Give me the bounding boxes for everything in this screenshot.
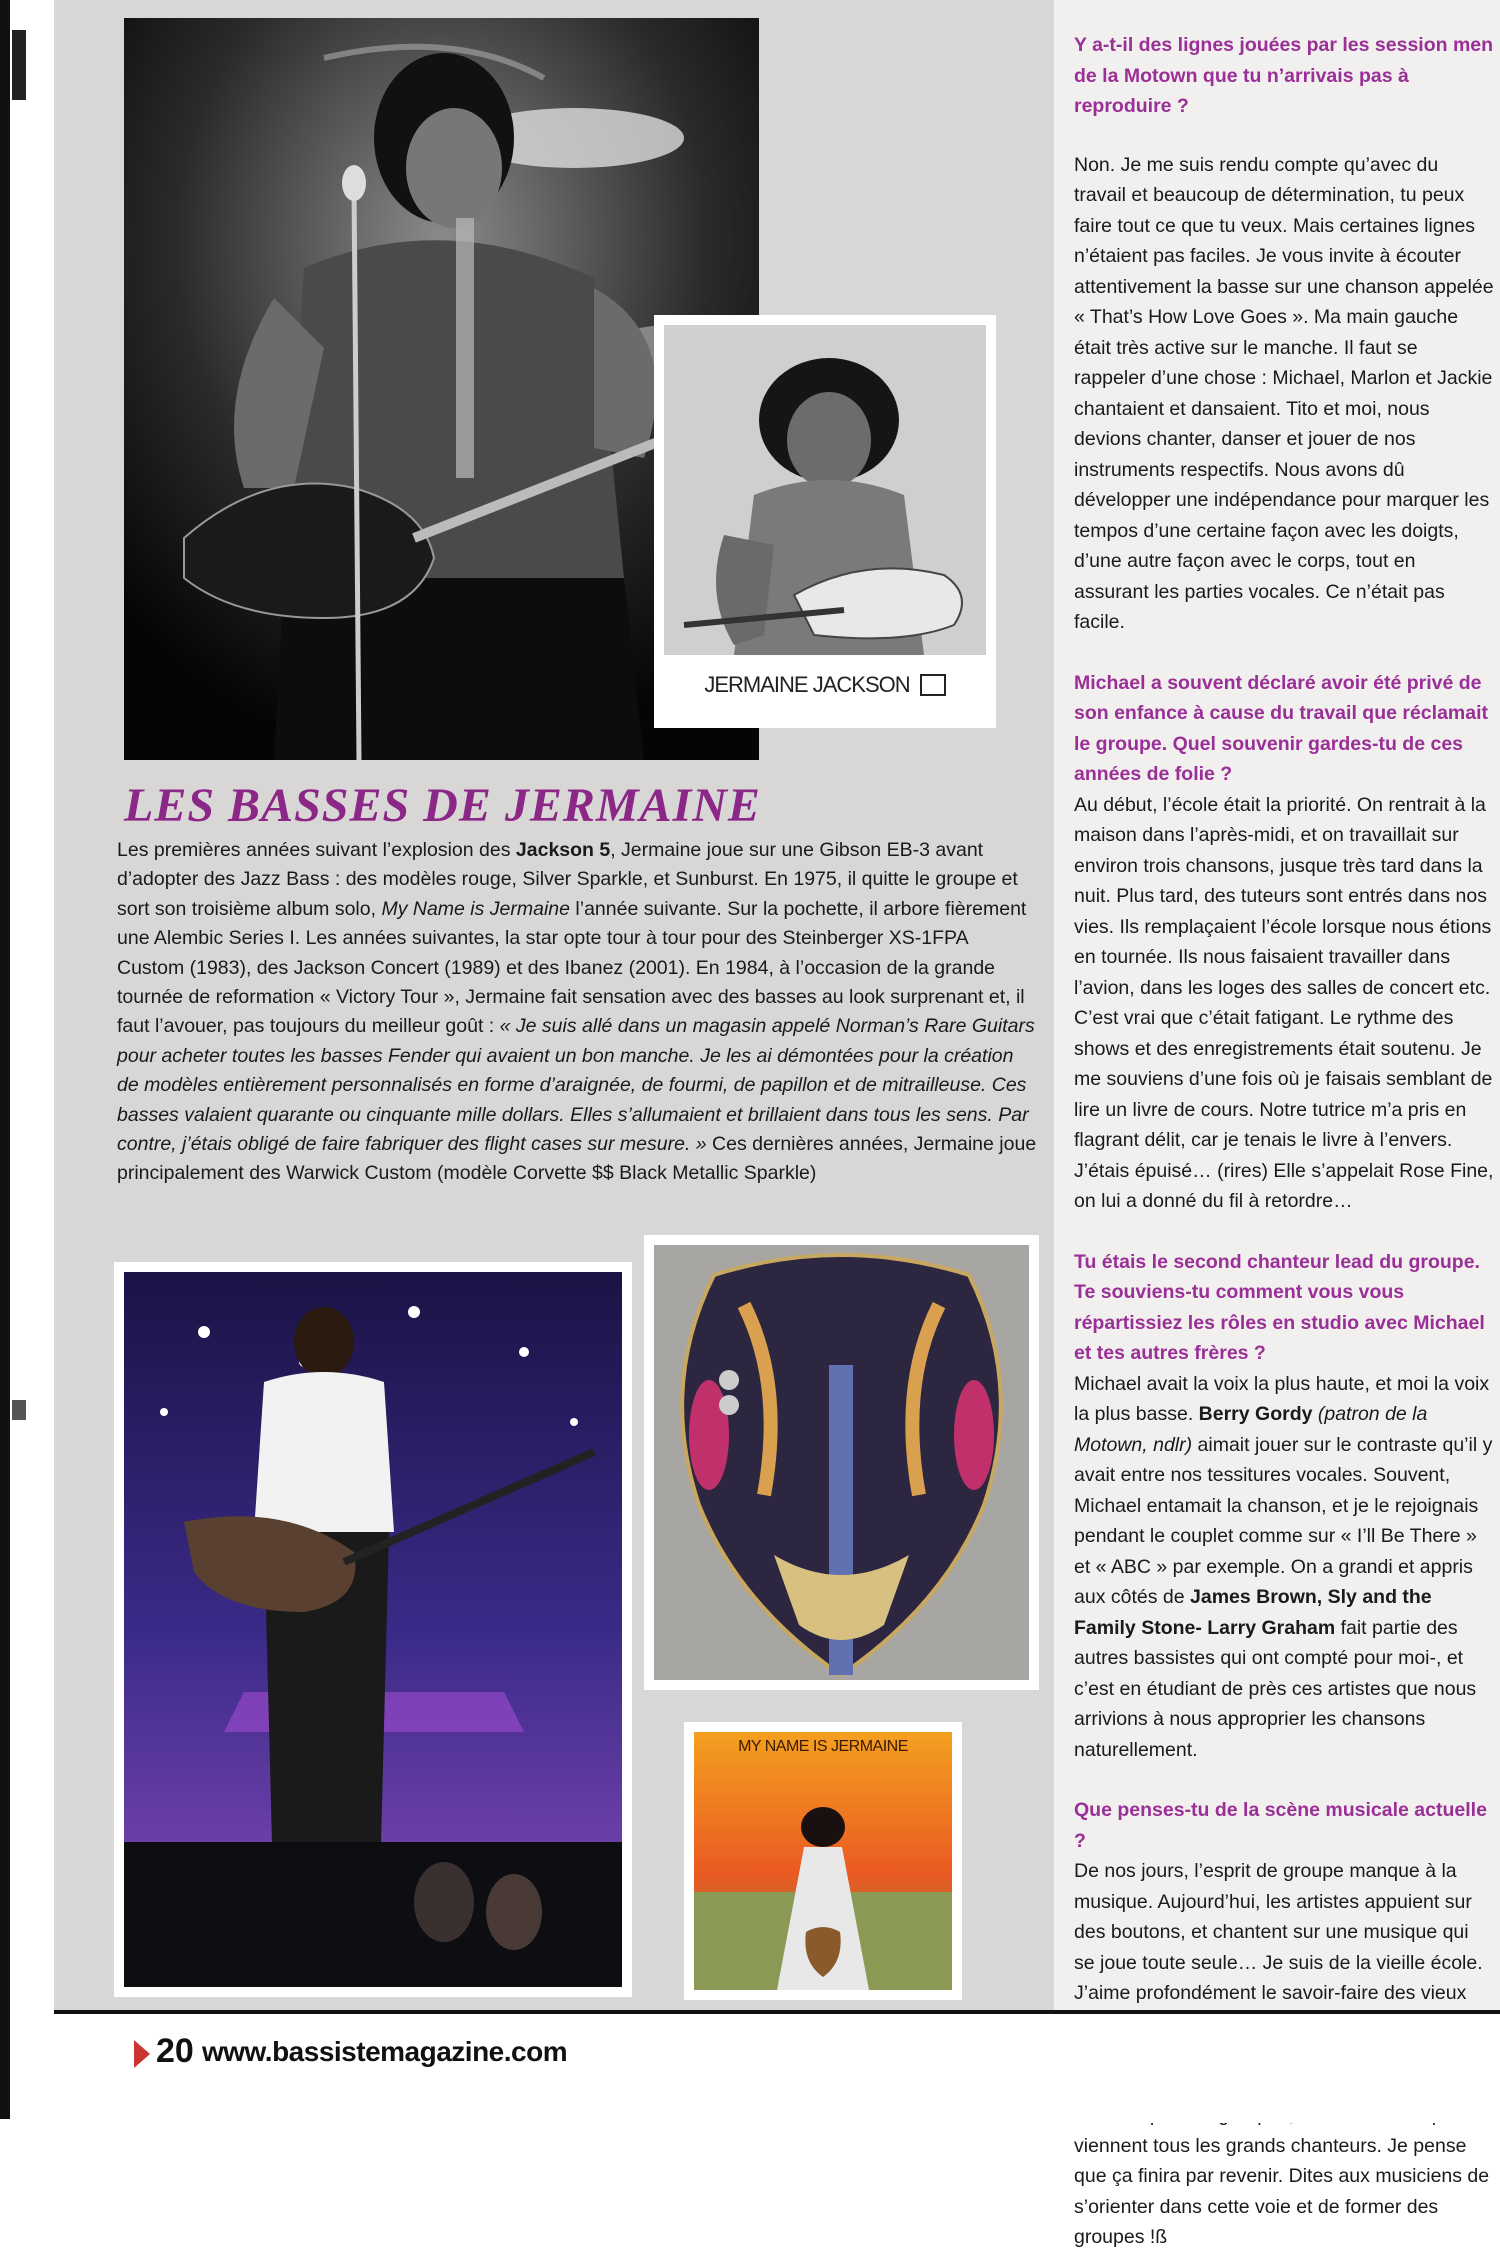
card-caption: JERMAINE JACKSON [704,672,910,697]
question-2: Michael a souvent déclaré avoir été privé de son enfance à cause du travail que réclamait le groupe. Quel souvenir gardes-tu de ces années de folie ? [1074,671,1489,785]
page-number: 20 [156,2032,194,2070]
promo-card-photo [654,315,996,728]
answer-1: Non. Je me suis rendu compte qu’avec du travail et beaucoup de détermination, tu peux faire tout ce que tu veux. Mais certaines lignes n’étaient pas faciles. Je vous invite à écouter attentivement la basse sur une chanson appelée « That’s How Love Goes ». Ma main gauche était très active sur le manche. Il faut se rappeler d’une chose : Michael, Marlon et Jackie chantaient et dansaient. Tito et moi, nous devions chanter, danser et jouer de nos instruments respectifs. Nous avons dû développer une indépendance pour marquer les tempos d’une certaine façon avec les doigts, d’une autre façon avec le corps, tout en assurant les parties vocales. Ce n’était pas facile. [1074,153,1494,633]
album-cover [684,1722,962,2000]
motown-logo-icon [920,674,946,696]
sidebar-panel [54,0,1054,2010]
album-title: MY NAME IS JERMAINE [738,1738,908,1755]
interview-column [1054,0,1500,2248]
question-3: Tu étais le second chanteur lead du groupe. Te souviens-tu comment vous vous répartissiez les rôles en studio avec Michael et tes autres frères ? [1074,1250,1485,1364]
sidebar-headline: LES BASSES DE JERMAINE [124,779,761,832]
custom-bass-photo [644,1235,1039,1690]
binding-edge [0,0,54,2119]
answer-2: Au début, l’école était la priorité. On rentrait à la maison dans l’après-midi, et on travaillait sur environ trois chansons, jusque très tard dans la nuit. Plus tard, des tuteurs sont entrés dans nos vies. Ils remplaçaient l’école lorsque nous étions en tournée. Ils nous faisaient travailler dans l’avion, dans les loges des salles de concert etc. C’est vrai que c’était fatigant. Le rythme des shows et des enregistrements était soutenu. Je me souviens d’une fois où je faisais semblant de lire un livre de cours. Notre tutrice m’a pris en flagrant délit, car je tenais le livre à l’envers. J’étais épuisé… (rires) Elle s’appelait Rose Fine, on lui a donné du fil à retordre… [1074,793,1494,1212]
answer-3: Michael avait la voix la plus haute, et moi la voix la plus basse. Berry Gordy (patron de la Motown, ndlr) aimait jouer sur le contraste qu’il y avait entre nos tessitures vocales. Souvent, Michael entamait la chanson, et je le rejoignais pendant le couplet comme sur « I’ll Be There » et « ABC » par exemple. On a grandi et appris aux côtés de James Brown, Sly and the Family Stone- Larry Graham fait partie des autres bassistes qui ont compté pour moi-, et c’est en étudiant de près ces artistes que nous arrivions à nous approprier les chansons naturellement. [1074,1372,1493,1761]
question-4: Que penses-tu de la scène musicale actuelle ? [1074,1799,1487,1852]
binding-mark [12,1400,26,1420]
live-concert-photo [114,1262,632,1997]
play-arrow-icon [134,2040,150,2068]
magazine-page [54,0,1500,2248]
question-1: Y a-t-il des lignes jouées par les session men de la Motown que tu n’arrivais pas à reproduire ? [1074,34,1494,117]
answer-4: De nos jours, l’esprit de groupe manque à la musique. Aujourd’hui, les artistes appuient sur des boutons, et chantent sur une musique qui se joue toute seule… Je suis de la vieille école. J’aime profondément le savoir-faire des vieux viennent tous les grands chanteurs. Je pense que ça finira par revenir. Dites aux musiciens de s’orienter dans cette voie et de former des groupes !ß [1074,1860,1490,2248]
binding-mark [12,30,26,100]
sidebar-body: Les premières années suivant l’explosion des Jackson 5, Jermaine joue sur une Gibson EB-3 avant d’adopter des Jazz Bass : des modèles rouge, Silver Sparkle, et Sunburst. En 1975, il quitte le groupe et sort son troisième album solo, My Name is Jermaine l’année suivante. Sur la pochette, il arbore fièrement une Alembic Series I. Les années suivantes, la star opte tour à tour pour des Steinberger XS-1FPA Custom (1983), des Jackson Concert (1989) et des Ibanez (2001). En 1984, à l’occasion de la grande tournée de reformation « Victory Tour », Jermaine fait sensation avec des basses au look surprenant et, il faut l’avouer, pas toujours du meilleur goût : « Je suis allé dans un magasin appelé Norman’s Rare Guitars pour acheter toutes les basses Fender qui avaient un bon manche. Je les ai démontées pour la création de modèles entièrement personnalisés en forme d’araignée, de fourmi, de papillon et de mitrailleuse. Ces basses valaient quarante ou cinquante mille dollars. Elles s’allumaient et brillaient dans tous les sens. Par contre, j’étais obligé de faire fabriquer des flight cases sur mesure. » Ces dernières années, Jermaine joue principalement des Warwick Custom (modèle Corvette $$ Black Metallic Sparkle) [117,839,1037,1185]
binding-strip [0,0,10,2119]
page-footer [54,2010,1500,2123]
footer-url[interactable]: www.bassistemagazine.com [202,2036,568,2067]
